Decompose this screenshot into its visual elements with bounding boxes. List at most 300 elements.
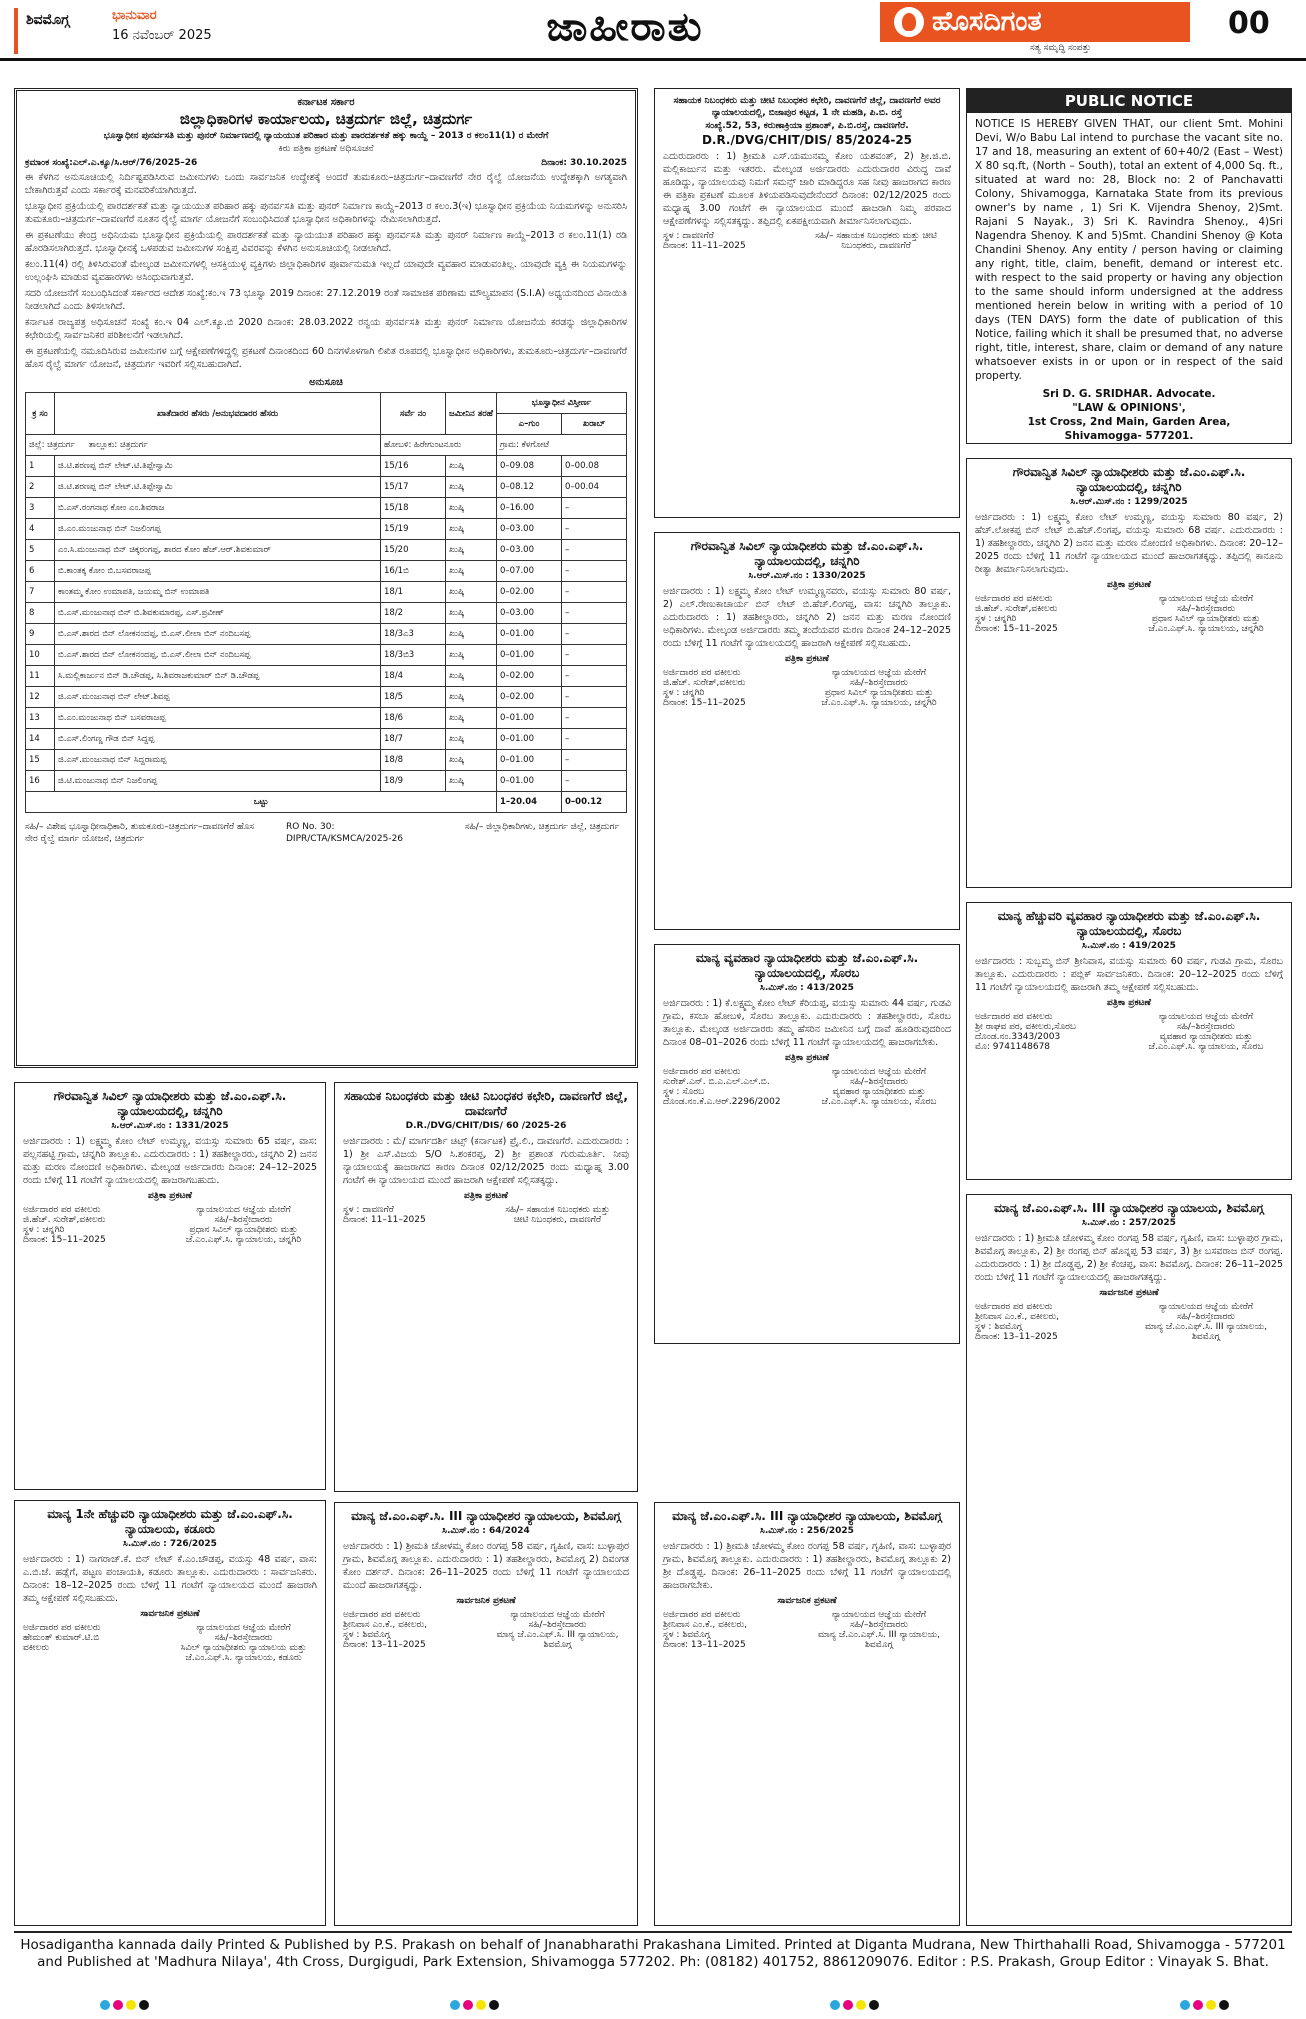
left-sign-3: ಸ್ಥಳ : ಸೊರಬ [663, 1087, 705, 1097]
col-group-area: ಭೂಸ್ವಾಧೀನ ವಿಸ್ತೀರ್ಣ [497, 393, 627, 414]
registration-dot [489, 2000, 499, 2010]
cell-name: ಎಂ.ಸಿ.ಮಂಜುನಾಥ ಬಿನ್ ಚಿಕ್ಕರಂಗಪ್ಪ, ಶಾರದ ಕೋಂ ಹೆಚ್.ಆರ್.ಶಿವಕುಮಾರ್ [55, 540, 381, 561]
cell-sy: 18/2 [381, 603, 446, 624]
right-sign-3: ಪ್ರಧಾನ ಸಿವಿಲ್ ನ್ಯಾಯಾಧೀಶರು ಮತ್ತು [1151, 614, 1261, 624]
right-sign-2: ಸಹಿ/–ಶಿರಸ್ತೇದಾರರು [1176, 1312, 1236, 1322]
cell-type: ಖುಷ್ಕಿ [446, 540, 497, 561]
table-row [26, 582, 627, 603]
chit-notice-top [654, 88, 960, 518]
chit-head: ಸಹಾಯಕ ನಿಬಂಧಕರು ಮತ್ತು ಚೀಟಿ ನಿಬಂಧಕರ ಕಛೇರಿ, ದಾವಣಗೆರೆ ಜಿಲ್ಲೆ, ದಾವಣಗೆರೆ ಅವರ ನ್ಯಾಯಾಲಯದಲ್ಲಿ, ಬಿಜಾಪುರ ಕಟ್ಟಡ, 1 ನೇ ಮಹಡಿ, ಪಿ.ಬಿ. ರಸ್ತೆ [673, 96, 941, 118]
registration-marks-1 [100, 2000, 149, 2010]
right-sign-4: ಜೆ.ಎಂ.ಎಫ್.ಸಿ. ನ್ಯಾಯಾಲಯ, ಕಡೂರು [185, 1653, 302, 1663]
cell-area: 0–08.12 [497, 477, 562, 498]
right-sign-4: ಜೆ.ಎಂ.ಎಫ್.ಸಿ. ನ್ಯಾಯಾಲಯ, ಚನ್ನಗಿರಿ [185, 1235, 302, 1245]
masthead [0, 0, 1306, 62]
left-sign-1: ಅರ್ಜಿದಾರರ ಪರ ವಕೀಲರು [23, 1623, 101, 1633]
chit-place: ಸ್ಥಳ : ದಾವಣಗೆರೆ [663, 231, 714, 241]
cell-kharab: – [562, 498, 627, 519]
cell-area: 0–03.00 [497, 519, 562, 540]
table-row [26, 750, 627, 771]
notice-body: ಅರ್ಜಿದಾರರು : 1) ಲಕ್ಷ್ಮಮ್ಮ ಕೋಂ ಲೇಟ್ ಉಮ್ಮಣ್ಣ, ವಯಸ್ಸು ಸುಮಾರು 65 ವರ್ಷ, ವಾಸ: ಪಲ್ಲನಹಟ್ಟಿ ಗ್ರಾಮ, ಚನ್ನಗಿರಿ ತಾಲ್ಲೂಕು. ಎದುರುದಾರರು : 1) ತಹಶೀಲ್ದಾರರು, ಚನ್ನಗಿರಿ 2) ಜನನ ಮತ್ತು ಮರಣ ನೋಂದಣಿ ಅಧಿಕಾರಿಗಳು. ಮೇಲ್ಕಂಡ ಅರ್ಜಿದಾರರು ದಿನಾಂಕ: 24–12–2025 ರಂದು ಬೆಳಿಗ್ಗೆ 11 ಗಂಟೆಗೆ ನ್ಯಾಯಾಲಯದಲ್ಲಿ ಹಾಜರಾಗಬಹುದು. [23, 1136, 317, 1186]
registration-marks-3 [830, 2000, 879, 2010]
notice-body: ಅರ್ಜಿದಾರರು : 1) ನಾಗರಾಜ್.ಕೆ. ಬಿನ್ ಲೇಟ್ ಕೆ.ಎಂ.ಚೌಡಪ್ಪ, ವಯಸ್ಸು 48 ವರ್ಷ, ವಾಸ: ಎ.ಬಿ.ಜೆ. ಹಡ್ಲೆಗೆ, ಪಟ್ಟಣ ಪಂಚಾಯತಿ, ಕಡೂರು ತಾಲ್ಲೂಕು. ಎದುರುದಾರರು : ಸಾರ್ವಜನಿಕರು. ದಿನಾಂಕ: 18–12–2025 ರಂದು ಬೆಳಿಗ್ಗೆ 11 ಗಂಟೆಗೆ ನ್ಯಾಯಾಲಯದ ಮುಂದೆ ಹಾಜರಾಗಿ ತಮ್ಮ ಆಕ್ಷೇಪಣೆ ಸಲ್ಲಿಸಬಹುದು. [23, 1554, 317, 1604]
court-name: ಮಾನ್ಯ ಜೆ.ಎಂ.ಎಫ್.ಸಿ. III ನ್ಯಾಯಾಧೀಶರ ನ್ಯಾಯಾಲಯ, ಶಿವಮೊಗ್ಗ [994, 1201, 1264, 1215]
court-name: ಗೌರವಾನ್ವಿತ ಸಿವಿಲ್ ನ್ಯಾಯಾಧೀಶರು ಮತ್ತು ಜೆ.ಎಂ.ಎಫ್.ಸಿ. ನ್ಯಾಯಾಲಯದಲ್ಲಿ, ಚನ್ನಗಿರಿ [1012, 465, 1246, 494]
cell-area: 0–03.00 [497, 603, 562, 624]
case-number: ಸಿ.ಮಿಸ್.ನಂ : 64/2024 [442, 1526, 530, 1536]
cell-type: ಖುಷ್ಕಿ [446, 708, 497, 729]
public-notice-title: PUBLIC NOTICE [967, 89, 1291, 113]
right-sign-1: ನ್ಯಾಯಾಲಯದ ಆಜ್ಞೆಯ ಮೇರೆಗೆ [1158, 1012, 1254, 1022]
cell-type: ಖುಷ್ಕಿ [446, 582, 497, 603]
right-sign-3: ಪ್ರಧಾನ ಸಿವಿಲ್ ನ್ಯಾಯಾಧೀಶರು ಮತ್ತು [189, 1225, 298, 1235]
cell-area: 0–01.00 [497, 645, 562, 666]
cell-kharab: – [562, 729, 627, 750]
court-notice [14, 1082, 326, 1490]
left-sign-3: ಸ್ಥಳ : ಚನ್ನಗಿರಿ [23, 1225, 65, 1235]
case-number: ಸಿ.ಆರ್.ಮಿಸ್.ನಂ : 1330/2025 [748, 571, 866, 581]
cell-name: ಕಾಂತಮ್ಮ ಕೋಂ ಉಮಾಪತಿ, ಜಯಮ್ಮ ಬಿನ್ ಉಮಾಪತಿ [55, 582, 381, 603]
table-row [26, 645, 627, 666]
right-sign-2: ಚೀಟಿ ನಿಬಂಧಕರು, ದಾವಣಗೆರೆ [513, 1215, 602, 1225]
notice-body: ಅರ್ಜಿದಾರರು : 1) ಕೆ.ಲಕ್ಷ್ಮಮ್ಮ ಕೋಂ ಲೇಟ್ ಕೆರಿಯಪ್ಪ, ವಯಸ್ಸು ಸುಮಾರು 44 ವರ್ಷ, ಗುಡವಿ ಗ್ರಾಮ, ಕಸಬಾ ಹೋಬಳಿ, ಸೊರಬ ತಾಲ್ಲೂಕು. ಎದುರುದಾರರು : ತಹಶೀಲ್ದಾರರು, ಸೊರಬ ತಾಲ್ಲೂಕು. ಮೇಲ್ಕಂಡ ಅರ್ಜಿದಾರರು ತಮ್ಮ ಹೆಸರಿನ ಜಮೀನಿನ ಬಗ್ಗೆ ದಾವೆ ಹೂಡಿರುವುದರಿಂದ ದಿನಾಂಕ 08–01–2026 ರಂದು ಬೆಳಿಗ್ಗೆ 11 ಗಂಟೆಗೆ ನ್ಯಾಯಾಲಯದಲ್ಲಿ ಹಾಜರಾಗಬೇಕು. [663, 998, 951, 1048]
table-row [26, 540, 627, 561]
cell-n: 5 [26, 540, 55, 561]
right-sign-3: ಸಿವಿಲ್ ನ್ಯಾಯಾಧೀಶರು ನ್ಯಾಯಾಲಯ ಮತ್ತು [180, 1643, 307, 1653]
court-name: ಮಾನ್ಯ ವ್ಯವಹಾರ ನ್ಯಾಯಾಧೀಶರು ಮತ್ತು ಜೆ.ಎಂ.ಎಫ್.ಸಿ. ನ್ಯಾಯಾಲಯದಲ್ಲಿ, ಸೊರಬ [695, 951, 919, 980]
notice-section-label: ಸಾರ್ವಜನಿಕ ಪ್ರಕಟಣೆ [456, 1596, 516, 1606]
cell-name: ಜಿ.ಎಂ.ಮಂಜುನಾಥ ಬಿನ್ ನಿಜಲಿಂಗಪ್ಪ [55, 519, 381, 540]
table-row [26, 729, 627, 750]
total-kharab: 0–00.12 [562, 792, 627, 813]
imprint-line-2: and Published at 'Madhura Nilaya', 4th Cross, Durgigudi, Park Extension, Shivamogga 577202. Ph: (08182) 401752, 8861209076. Editor : P.S. Prakash, Group Editor : Vinayak S. Bhat. [37, 1954, 1269, 1970]
cell-n: 12 [26, 687, 55, 708]
cell-n: 13 [26, 708, 55, 729]
left-sign-2: ಶ್ರೀನಿವಾಸ ಎಂ.ಕೆ., ವಕೀಲರು, [975, 1312, 1060, 1322]
advocate-city: Shivamogga- 577201. [1064, 430, 1194, 442]
cell-name: ಜಿ.ಟಿ.ಶರಣಪ್ಪ ಬಿನ್ ಲೇಟ್.ಟಿ.ತಿಪ್ಪೇಸ್ವಾಮಿ [55, 456, 381, 477]
dc-paragraph: ಈ ಪ್ರಕಟಣೆಯಲ್ಲಿ ನಮೂದಿಸಿರುವ ಜಮೀನುಗಳ ಬಗ್ಗೆ ಆಕ್ಷೇಪಣೆಗಳಿದ್ದಲ್ಲಿ ಪ್ರಕಟಣೆ ದಿನಾಂಕದಿಂದ 60 ದಿನಗಳೊಳಗಾಗಿ ಲಿಖಿತ ರೂಪದಲ್ಲಿ ಭೂಸ್ವಾಧೀನ ಅಧಿಕಾರಿಗಳು, ತುಮಕೂರು–ಚಿತ್ರದುರ್ಗ–ದಾವಣಗೆರೆ ಹೊಸ ರೈಲ್ವೆ ಮಾರ್ಗ ಯೋಜನೆ, ಚಿತ್ರದುರ್ಗ ಇವರಿಗೆ ಸಲ್ಲಿಸಬಹುದಾಗಿದೆ. [25, 346, 627, 370]
right-sign-4: ಶಿವಮೊಗ್ಗ [865, 1640, 893, 1650]
cell-kharab: – [562, 687, 627, 708]
table-row [26, 456, 627, 477]
court-notice [966, 1194, 1292, 1926]
left-sign-1: ಅರ್ಜಿದಾರರ ಪರ ವಕೀಲರು [663, 668, 741, 678]
cell-n: 14 [26, 729, 55, 750]
court-notice [14, 1500, 326, 1926]
notice-section-label: ಪತ್ರಿಕಾ ಪ್ರಕಟಣೆ [785, 654, 829, 664]
left-sign-3: ದೊಂಡ.ನಂ.3343/2003 [975, 1032, 1061, 1042]
imprint-line-1: Hosadigantha kannada daily Printed & Published by P.S. Prakash on behalf of Jnanabharathi Prakashana Limited. Printed at Diganta Mudrana, New Thirthahalli Road, Shivamogga - 577201 [20, 1937, 1286, 1953]
left-sign-1: ಅರ್ಜಿದಾರರ ಪರ ವಕೀಲರು [343, 1610, 421, 1620]
right-sign-1: ನ್ಯಾಯಾಲಯದ ಆಜ್ಞೆಯ ಮೇರೆಗೆ [1158, 1302, 1254, 1312]
col-type: ಜಮೀನಿನ ತರಹೆ [446, 393, 497, 435]
right-sign-2: ಸಹಿ/–ಶಿರಸ್ತೇದಾರರು [849, 1077, 909, 1087]
registration-dot [869, 2000, 879, 2010]
cell-type: ಖುಷ್ಕಿ [446, 729, 497, 750]
cell-n: 2 [26, 477, 55, 498]
table-row [26, 498, 627, 519]
header-rule [0, 58, 1306, 61]
registration-dot [100, 2000, 110, 2010]
cell-name: ಜಿ.ಟಿ.ಶರಣಪ್ಪ ಬಿನ್ ಲೇಟ್.ಟಿ.ತಿಪ್ಪೇಸ್ವಾಮಿ [55, 477, 381, 498]
cell-name: ಜಿ.ಎಸ್.ಮಂಜುನಾಥ ಬಿನ್ ಸಿದ್ದರಾಮಪ್ಪ [55, 750, 381, 771]
dc-land-acquisition-notice [14, 88, 638, 1068]
loc-district: ಜಿಲ್ಲೆ: ಚಿತ್ರದುರ್ಗ ತಾಲ್ಲೂಕು: ಚಿತ್ರದುರ್ಗ [26, 435, 381, 456]
cell-area: 0–01.00 [497, 729, 562, 750]
cell-name: ಬಿ.ಎಸ್.ಶಾರದ ಬಿನ್ ಲೋಕನಂದಪ್ಪ, ಬಿ.ಎಸ್.ಲೀಲಾ ಬಿನ್ ನಂದಿಬಸಪ್ಪ [55, 624, 381, 645]
cell-sy: 18/9 [381, 771, 446, 792]
dc-paragraphs [25, 171, 627, 371]
col-area: ಎ–ಗುಂ [497, 414, 562, 435]
court-notice [966, 902, 1292, 1180]
left-sign-4: ದಿನಾಂಕ: 15–11–2025 [975, 624, 1058, 634]
imprint-footer [0, 1937, 1306, 1971]
table-row [26, 666, 627, 687]
advocate-firm: "LAW & OPINIONS', [1072, 402, 1186, 414]
registration-marks-4 [1180, 2000, 1229, 2010]
registration-dot [1180, 2000, 1190, 2010]
notice-section-label: ಪತ್ರಿಕಾ ಪ್ರಕಟಣೆ [1107, 998, 1151, 1008]
cell-kharab: – [562, 708, 627, 729]
cell-sy: 18/5 [381, 687, 446, 708]
dc-paragraph: ಈ ಕೆಳಗಿನ ಅನುಸೂಚಿಯಲ್ಲಿ ನಿರ್ದಿಷ್ಟಪಡಿಸಿರುವ ಜಮೀನುಗಳು ಒಂದು ಸಾರ್ವಜನಿಕ ಉದ್ದೇಶಕ್ಕೆ ಅಂದರೆ ತುಮಕೂರು–ಚಿತ್ರದುರ್ಗ–ದಾವಣಗೆರೆ ನೇರ ರೈಲ್ವೆ ಯೋಜನೆಯ ಉದ್ದೇಶಕ್ಕಾಗಿ ಅಗತ್ಯವಾಗಿ ಬೇಕಾಗಿರುತ್ತವೆ ಎಂದು ಸರ್ಕಾರಕ್ಕೆ ಮನವರಿಕೆಯಾಗಿರುತ್ತದೆ. [25, 172, 627, 196]
right-sign-1: ನ್ಯಾಯಾಲಯದ ಆಜ್ಞೆಯ ಮೇರೆಗೆ [831, 1067, 927, 1077]
table-row [26, 603, 627, 624]
registration-dot [1219, 2000, 1229, 2010]
left-sign-2: ದಿನಾಂಕ: 11–11–2025 [343, 1215, 426, 1225]
cell-sy: 15/18 [381, 498, 446, 519]
registration-dot [126, 2000, 136, 2010]
notice-body: ಅರ್ಜಿದಾರರು : 1) ಶ್ರೀಮತಿ ಚೋಳಮ್ಮ ಕೋಂ ರಂಗಪ್ಪ 58 ವರ್ಷ, ಗೃಹಿಣಿ, ವಾಸ: ಬುಳ್ಳಾಪುರ ಗ್ರಾಮ, ಶಿವಮೊಗ್ಗ ತಾಲ್ಲೂಕು, 2) ಶ್ರೀ ರಂಗಪ್ಪ ಬಿನ್ ಹೊನ್ನಪ್ಪ 53 ವರ್ಷ, 3) ಶ್ರೀ ಬಸವರಾಜ ಬಿನ್ ರಂಗಪ್ಪ. ಎದುರುದಾರರು : 1) ಶ್ರೀ ದೊಡ್ಡಪ್ಪ, 2) ಶ್ರೀ ಕೆಂಚಪ್ಪ, ವಾಸ: ಶಿವಮೊಗ್ಗ. ದಿನಾಂಕ: 26–11–2025 ರಂದು ಬೆಳಿಗ್ಗೆ 11 ಗಂಟೆಗೆ ನ್ಯಾಯಾಲಯದಲ್ಲಿ ಹಾಜರಾಗತಕ್ಕದ್ದು. [975, 1233, 1283, 1283]
advocate-mobile [975, 443, 1283, 444]
right-sign-4: ಶಿವಮೊಗ್ಗ [1192, 1332, 1220, 1342]
left-sign-3: ವಕೀಲರು [23, 1643, 50, 1653]
chit-date: ದಿನಾಂಕ: 11–11–2025 [663, 241, 746, 251]
cell-n: 9 [26, 624, 55, 645]
cell-kharab: – [562, 561, 627, 582]
cell-sy: 15/19 [381, 519, 446, 540]
case-number: D.R./DVG/CHIT/DIS/ 60 /2025-26 [405, 1121, 567, 1131]
left-sign-4: ದಿನಾಂಕ: 13–11–2025 [975, 1332, 1058, 1342]
right-sign-1: ನ್ಯಾಯಾಲಯದ ಆಜ್ಞೆಯ ಮೇರೆಗೆ [831, 668, 927, 678]
left-sign-3: ಸ್ಥಳ : ಚನ್ನಗಿರಿ [975, 614, 1017, 624]
dc-ref: ಕ್ರಮಾಂಕ ಸಂಖ್ಯೆ:ಎಲ್.ಎ.ಕ್ಯೂ/ಸಿ.ಆರ್/76/2025–26 [25, 158, 198, 168]
cell-type: ಖುಷ್ಕಿ [446, 771, 497, 792]
left-sign-1: ಅರ್ಜಿದಾರರ ಪರ ವಕೀಲರು [975, 594, 1053, 604]
left-sign-4: ದಿನಾಂಕ: 15–11–2025 [23, 1235, 106, 1245]
case-number: ಸಿ.ಮಿಸ್.ನಂ : 257/2025 [1082, 1218, 1176, 1228]
dc-subtitle-2: ಕಿರು ಪತ್ರಿಕಾ ಪ್ರಕಟಣೆ ಅಧಿಸೂಚನೆ [278, 144, 374, 154]
registration-dot [476, 2000, 486, 2010]
cell-sy: 18/7 [381, 729, 446, 750]
right-sign-3: ವ್ಯವಹಾರ ನ್ಯಾಯಾಧೀಶರು ಮತ್ತು [832, 1087, 926, 1097]
cell-sy: 18/4 [381, 666, 446, 687]
cell-name: ಬಿ.ಎಂ.ಮಂಜುನಾಥ ಬಿನ್ ಬಸವರಾಜಪ್ಪ [55, 708, 381, 729]
cell-n: 7 [26, 582, 55, 603]
cell-n: 6 [26, 561, 55, 582]
cell-name: ಸಿ.ಮಲ್ಲಿಕಾರ್ಜುನ ಬಿನ್ ಡಿ.ಚೌಡಪ್ಪ, ಸಿ.ಶಿವರಾಜಕುಮಾರ್ ಬಿನ್ ಡಿ.ಚೌಡಪ್ಪ [55, 666, 381, 687]
dc-ref-date: ದಿನಾಂಕ: 30.10.2025 [541, 158, 627, 168]
registration-dot [463, 2000, 473, 2010]
right-sign-2: ಸಹಿ/–ಶಿರಸ್ತೇದಾರರು [1176, 604, 1236, 614]
left-sign-2: ಜಿ.ಹೆಚ್. ಸುರೇಶ್,ವಕೀಲರು [23, 1215, 106, 1225]
dc-paragraph: ಭೂಸ್ವಾಧೀನ ಪ್ರಕ್ರಿಯೆಯಲ್ಲಿ ಪಾರದರ್ಶಕತೆ ಮತ್ತು ನ್ಯಾಯಯುತ ಪರಿಹಾರ ಹಕ್ಕು ಪುನರ್ವಸತಿ ಮತ್ತು ಪುನರ್ ನಿರ್ಮಾಣ ಕಾಯ್ದೆ–2013 ರ ಕಲಂ.3(ಇ) ಭೂಸ್ವಾಧೀನ ಪ್ರಕ್ರಿಯೆಯ ನಿಯಮಗಳನ್ನು ಅನುಸರಿಸಿ ತುಮಕೂರು–ಚಿತ್ರದುರ್ಗ–ದಾವಣಗೆರೆ ನೂತನ ರೈಲ್ವೆ ಮಾರ್ಗ ಯೋಜನೆಗೆ ಸಂಬಂಧಿಸಿದಂತೆ ಭೂಸ್ವಾಧೀನ ಅಧಿಕಾರಿಗಳನ್ನು ನೇಮಿಸಲಾಗಿರುತ್ತದೆ. [25, 201, 627, 225]
table-row [26, 771, 627, 792]
cell-kharab: – [562, 624, 627, 645]
left-sign-3: ಸ್ಥಳ : ಶಿವಮೊಗ್ಗ [975, 1322, 1023, 1332]
cell-type: ಖುಷ್ಕಿ [446, 666, 497, 687]
total-area: 1–20.04 [497, 792, 562, 813]
cell-area: 0–03.00 [497, 540, 562, 561]
notice-section-label: ಸಾರ್ವಜನಿಕ ಪ್ರಕಟಣೆ [1099, 1288, 1159, 1298]
cell-sy: 18/6 [381, 708, 446, 729]
accent-bar [14, 8, 18, 54]
right-sign-1: ನ್ಯಾಯಾಲಯದ ಆಜ್ಞೆಯ ಮೇರೆಗೆ [510, 1610, 605, 1620]
public-notice [966, 88, 1292, 444]
table-row [26, 624, 627, 645]
left-sign-1: ಅರ್ಜಿದಾರರ ಪರ ವಕೀಲರು [975, 1012, 1053, 1022]
cell-name: ಬಿ.ಎಸ್.ಮಂಜುನಾಥ ಬಿನ್ ಬಿ.ಶಿವಕುಮಾರಪ್ಪ, ಎಸ್.ಪ್ರವೀಣ್ [55, 603, 381, 624]
public-notice-body: NOTICE IS HEREBY GIVEN THAT, our client Smt. Mohini Devi, W/o Babu Lal intend to purchase the vacant site no. 17 and 18, measuring an extent of 60+40/2 (East – West) X 80 sq.ft, (North – South), total an extent of 4,000 Sq. ft., situated at ward no: 28, Block no: 2 of Panchavatti Colony, Shivamogga, Karnataka State from its previous owner's by name , 1) Sri K. Vijendra Shenoy, 2)Smt. Rajani S Nayak., 3) Sri K. Ravindra Shenoy., 4)Sri Nagendra Shenoy. K and 5)Smt. Chandini Shenoy @ Kota Chandini Shenoy. Any entity / person having or claiming any right, title, claim, benefit, demand or interest etc. with respect to the said property or having any objection to the same should inform undersigned at the address mentioned herein below in writing with a period of 10 days (TEN DAYS) form the date of publication of this Notice, failing which it shall be presumed that, no adverse right, title, interest, share, claim or demand of any nature whatsoever exists in or upon or in respect of the said property. [975, 118, 1283, 382]
left-sign-4: ದಿನಾಂಕ: 13–11–2025 [343, 1640, 426, 1650]
cell-area: 0–07.00 [497, 561, 562, 582]
notice-body: ಅರ್ಜಿದಾರರು : ಮೆ/ ಮಾರ್ಗದರ್ಶಿ ಚಿಟ್ಸ್ (ಕರ್ನಾಟಕ) ಪ್ರೈ.ಲಿ., ದಾವಣಗೆರೆ. ಎದುರುದಾರರು : 1) ಶ್ರೀ ಎಸ್.ವಿಜಯ S/O ಸಿ.ಶಂಕರಪ್ಪ, 2) ಶ್ರೀ ಪ್ರಶಾಂತ ಗುರುಮೂರ್ತಿ. ನೀವು ನ್ಯಾಯಾಲಯಕ್ಕೆ ಹಾಜರಾಗದ ಕಾರಣ ದಿನಾಂಕ 02/12/2025 ರಂದು ಮಧ್ಯಾಹ್ನ 3.00 ಗಂಟೆಗೆ ಈ ನ್ಯಾಯಾಲಯದ ಮುಂದೆ ಹಾಜರಾಗಿ ಆಕ್ಷೇಪಣೆ ಸಲ್ಲಿಸತಕ್ಕದ್ದು. [343, 1136, 629, 1186]
table-row [26, 519, 627, 540]
cell-kharab: – [562, 519, 627, 540]
left-sign-4: ದಿನಾಂಕ: 13–11–2025 [663, 1640, 746, 1650]
cell-kharab: 0–00.04 [562, 477, 627, 498]
cell-kharab: – [562, 645, 627, 666]
notice-section-label: ಪತ್ರಿಕಾ ಪ್ರಕಟಣೆ [464, 1191, 508, 1201]
cell-type: ಖುಷ್ಕಿ [446, 498, 497, 519]
left-sign-1: ಅರ್ಜಿದಾರರ ಪರ ವಕೀಲರು [23, 1205, 101, 1215]
cell-type: ಖುಷ್ಕಿ [446, 519, 497, 540]
col-sl: ಕ್ರ ಸಂ [26, 393, 55, 435]
advocate-address: 1st Cross, 2nd Main, Garden Area, [1027, 416, 1231, 428]
court-notice [654, 944, 960, 1344]
notice-body: ಅರ್ಜಿದಾರರು : 1) ಲಕ್ಷ್ಮಮ್ಮ ಕೋಂ ಲೇಟ್ ಉಮ್ಮಣ್ಣ, ವಯಸ್ಸು ಸುಮಾರು 80 ವರ್ಷ, 2) ಹೆಚ್.ಲೋಕಪ್ಪ ಬಿನ್ ಲೇಟ್ ಬಿ.ಹೆಚ್.ಲಿಂಗಪ್ಪ, ವಯಸ್ಸು ಸುಮಾರು 68 ವರ್ಷ. ಎದುರುದಾರರು : 1) ತಹಶೀಲ್ದಾರರು, ಚನ್ನಗಿರಿ 2) ಜನನ ಮತ್ತು ಮರಣ ನೋಂದಣಿ ಅಧಿಕಾರಿಗಳು. ದಿನಾಂಕ: 20–12–2025 ರಂದು ಬೆಳಿಗ್ಗೆ 11 ಗಂಟೆಗೆ ನ್ಯಾಯಾಲಯದ ಮುಂದೆ ಹಾಜರಾಗತಕ್ಕದ್ದು. ತಪ್ಪಿದಲ್ಲಿ ಕಾನೂನು ರೀತ್ಯಾ ತೀರ್ಮಾನಿಸಲಾಗುವುದು. [975, 512, 1283, 575]
left-sign-2: ಸುರೇಶ್.ಎನ್. ಬಿ.ಎ.ಎಲ್.ಎಲ್.ಬಿ. [663, 1077, 770, 1087]
left-sign-3: ಸ್ಥಳ : ಶಿವಮೊಗ್ಗ [343, 1630, 391, 1640]
cell-type: ಖುಷ್ಕಿ [446, 603, 497, 624]
cell-area: 0–16.00 [497, 498, 562, 519]
cell-type: ಖುಷ್ಕಿ [446, 687, 497, 708]
notice-body: ಅರ್ಜಿದಾರರು : 1) ಲಕ್ಷ್ಮಮ್ಮ ಕೋಂ ಲೇಟ್ ಉಮ್ಮಣ್ಣನವರು, ವಯಸ್ಸು ಸುಮಾರು 80 ವರ್ಷ, 2) ಎಲ್.ರೇಣುಕಾಚಾರ್ಯ ಬಿನ್ ಲೇಟ್ ಬಿ.ಹೆಚ್.ಲಿಂಗಪ್ಪ, ವಾಸ: ಚನ್ನಗಿರಿ ತಾಲ್ಲೂಕು. ಎದುರುದಾರರು : 1) ತಹಶೀಲ್ದಾರರು, ಚನ್ನಗಿರಿ 2) ಜನನ ಮತ್ತು ಮರಣ ನೋಂದಣಿ ಅಧಿಕಾರಿಗಳು. ಮೇಲ್ಕಂಡ ಅರ್ಜಿದಾರರು ತಮ್ಮ ತಂದೆಯವರ ಮರಣ ದಿನಾಂಕ 24–12–2025 ರಂದು ಬೆಳಿಗ್ಗೆ 11 ಗಂಟೆಗೆ ನ್ಯಾಯಾಲಯದಲ್ಲಿ ಹಾಜರಾಗಿ ಆಕ್ಷೇಪಣೆ ಸಲ್ಲಿಸಬಹುದು. [663, 586, 951, 649]
cell-area: 0–01.00 [497, 771, 562, 792]
cell-area: 0–02.00 [497, 687, 562, 708]
loc-village: ಗ್ರಾಮ: ಕೆಳಗೋಟೆ [497, 435, 627, 456]
cell-type: ಖುಷ್ಕಿ [446, 624, 497, 645]
cell-kharab: – [562, 750, 627, 771]
right-sign-1: ನ್ಯಾಯಾಲಯದ ಆಜ್ಞೆಯ ಮೇರೆಗೆ [831, 1610, 927, 1620]
cell-name: ಬಿ.ಎಸ್.ಲಿಂಗಣ್ಣ ಗೌಡ ಬಿನ್ ಸಿದ್ದಪ್ಪ [55, 729, 381, 750]
left-sign-1: ಅರ್ಜಿದಾರರ ಪರ ವಕೀಲರು [663, 1610, 741, 1620]
dc-sig-right: ಸಹಿ/– ಜಿಲ್ಲಾಧಿಕಾರಿಗಳು, ಚಿತ್ರದುರ್ಗ ಜಿಲ್ಲೆ, ಚಿತ್ರದುರ್ಗ [464, 822, 620, 832]
right-sign-2: ಸಹಿ/–ಶಿರಸ್ತೇದಾರರು [214, 1633, 273, 1643]
page-number: 00 [1228, 6, 1270, 41]
col-kharab: ಖರಾಬ್ [562, 414, 627, 435]
left-sign-2: ಜಿ.ಹೆಚ್. ಸುರೇಶ್,ವಕೀಲರು [663, 678, 746, 688]
brand-banner [880, 2, 1190, 42]
right-sign-3: ವ್ಯವಹಾರ ನ್ಯಾಯಾಧೀಶರು ಮತ್ತು [1159, 1032, 1253, 1042]
cell-n: 15 [26, 750, 55, 771]
right-sign-4: ಜೆ.ಎಂ.ಎಫ್.ಸಿ. ನ್ಯಾಯಾಲಯ, ಚನ್ನಗಿರಿ [821, 698, 937, 708]
col-survey: ಸರ್ವೆ ನಂ [381, 393, 446, 435]
registration-dot [1193, 2000, 1203, 2010]
right-sign-4: ಜೆ.ಎಂ.ಎಫ್.ಸಿ. ನ್ಯಾಯಾಲಯ, ಸೊರಬ [821, 1097, 937, 1107]
dc-paragraph: ಕಲಂ.11(4) ರಲ್ಲಿ ತಿಳಿಸಿರುವಂತೆ ಮೇಲ್ಕಂಡ ಜಮೀನುಗಳಲ್ಲಿ ಆಸಕ್ತಿಯುಳ್ಳ ವ್ಯಕ್ತಿಗಳು ಜಿಲ್ಲಾಧಿಕಾರಿಗಳ ಪೂರ್ವಾನುಮತಿ ಇಲ್ಲದೆ ಯಾವುದೇ ವ್ಯವಹಾರ ಮಾಡುವಂತಿಲ್ಲ. ಯಾವುದೇ ವ್ಯಕ್ತಿ ಈ ನಿಯಮಗಳನ್ನು ಉಲ್ಲಂಘಿಸಿ ಮಾಡುವ ವ್ಯವಹಾರಗಳು ಅಸಿಂಧುವಾಗುತ್ತವೆ. [25, 259, 627, 283]
cell-kharab: – [562, 771, 627, 792]
issue-date: 16 ನವೆಂಬರ್ 2025 [112, 28, 212, 43]
cell-type: ಖುಷ್ಕಿ [446, 561, 497, 582]
cell-type: ಖುಷ್ಕಿ [446, 645, 497, 666]
left-sign-2: ಶ್ರೀನಿವಾಸ ಎಂ.ಕೆ., ವಕೀಲರು, [663, 1620, 748, 1630]
table-row [26, 687, 627, 708]
cell-sy: 18/3ಬಿ3 [381, 645, 446, 666]
cell-sy: 18/8 [381, 750, 446, 771]
cell-n: 4 [26, 519, 55, 540]
notice-section-label: ಸಾರ್ವಜನಿಕ ಪ್ರಕಟಣೆ [777, 1596, 837, 1606]
registration-dot [830, 2000, 840, 2010]
cell-kharab: – [562, 603, 627, 624]
case-number: ಸಿ.ಮಿಸ್.ನಂ : 726/2025 [123, 1539, 217, 1549]
court-name: ಗೌರವಾನ್ವಿತ ಸಿವಿಲ್ ನ್ಯಾಯಾಧೀಶರು ಮತ್ತು ಜೆ.ಎಂ.ಎಫ್.ಸಿ. ನ್ಯಾಯಾಲಯದಲ್ಲಿ, ಚನ್ನಗಿರಿ [690, 539, 924, 568]
cell-type: ಖುಷ್ಕಿ [446, 477, 497, 498]
cell-n: 10 [26, 645, 55, 666]
cell-area: 0–01.00 [497, 750, 562, 771]
registration-marks-2 [450, 2000, 499, 2010]
notice-body: ಅರ್ಜಿದಾರರು : ಸುಬ್ಬಮ್ಮ ಬಿನ್ ಶ್ರೀನಿವಾಸ, ವಯಸ್ಸು ಸುಮಾರು 60 ವರ್ಷ, ಗುಡವಿ ಗ್ರಾಮ, ಸೊರಬ ತಾಲ್ಲೂಕು. ಎದುರುದಾರರು : ಪಬ್ಲಿಕ್ ಸಾರ್ವಜನಿಕರು. ದಿನಾಂಕ: 20–12–2025 ರಂದು ಬೆಳಿಗ್ಗೆ 11 ಗಂಟೆಗೆ ನ್ಯಾಯಾಲಯದಲ್ಲಿ ಹಾಜರಾಗಿ ತಮ್ಮ ಆಕ್ಷೇಪಣೆ ಸಲ್ಲಿಸಬಹುದು. [975, 956, 1284, 993]
footer-rule [14, 1931, 1292, 1933]
court-name: ಮಾನ್ಯ ಹೆಚ್ಚುವರಿ ವ್ಯವಹಾರ ನ್ಯಾಯಾಧೀಶರು ಮತ್ತು ಜೆ.ಎಂ.ಎಫ್.ಸಿ. ನ್ಯಾಯಾಲಯದಲ್ಲಿ, ಸೊರಬ [997, 909, 1261, 938]
left-sign-2: ಶ್ರೀ ರಾಘವ ಪರ, ವಕೀಲರು,ಸೊರಬ [975, 1022, 1077, 1032]
right-sign-3: ಮಾನ್ಯ ಜೆ.ಎಂ.ಎಫ್.ಸಿ. III ನ್ಯಾಯಾಲಯ, [818, 1630, 940, 1640]
right-sign-2: ಸಹಿ/–ಶಿರಸ್ತೇದಾರರು [528, 1620, 587, 1630]
court-name: ಮಾನ್ಯ ಜೆ.ಎಂ.ಎಫ್.ಸಿ. III ನ್ಯಾಯಾಧೀಶರ ನ್ಯಾಯಾಲಯ, ಶಿವಮೊಗ್ಗ [351, 1509, 621, 1523]
cell-kharab: 0–00.08 [562, 456, 627, 477]
left-sign-2: ಹೇಮಂತ್ ಕುಮಾರ್.ಟಿ.ಬಿ [23, 1633, 100, 1643]
cell-sy: 15/17 [381, 477, 446, 498]
cell-area: 0–09.08 [497, 456, 562, 477]
col-name: ಖಾತೆದಾರರ ಹೆಸರು /ಅನುಭವದಾರರ ಹೆಸರು [55, 393, 381, 435]
dc-subtitle: ಭೂಸ್ವಾಧೀನ ಪುನರ್ವಸತಿ ಮತ್ತು ಪುನರ್ ನಿರ್ಮಾಣದಲ್ಲಿ ನ್ಯಾಯಯುತ ಪರಿಹಾರ ಮತ್ತು ಪಾರದರ್ಶಕತೆ ಹಕ್ಕು ಕಾಯ್ದೆ – 2013 ರ ಕಲಂ11(1) ರ ಮೇರೆಗೆ [103, 131, 549, 141]
chit-body: ಎದುರುದಾರರು : 1) ಶ್ರೀಮತಿ ಎಸ್.ಯಮುನಮ್ಮ ಕೋಂ ಯಶವಂತ್, 2) ಶ್ರೀ.ಜಿ.ಬಿ. ಮಲ್ಲಿಕಾರ್ಜುನ ಮತ್ತು ಇತರರು. ಮೇಲ್ಕಂಡ ಅರ್ಜಿದಾರರು ಎದುರುದಾರರ ವಿರುದ್ಧ ದಾವೆ ಹೂಡಿದ್ದು, ನ್ಯಾಯಾಲಯವು ನಿಮಗೆ ಸಮನ್ಸ್ ಜಾರಿ ಮಾಡಿದ್ದರೂ ಸಹ ನೀವು ಹಾಜರಾಗದ ಕಾರಣ ಈ ಪತ್ರಿಕಾ ಪ್ರಕಟಣೆ ಮೂಲಕ ತಿಳಿಯಪಡಿಸುವುದೇನೆಂದರೆ ದಿನಾಂಕ: 02/12/2025 ರಂದು ಮಧ್ಯಾಹ್ನ 3.00 ಗಂಟೆಗೆ ಈ ನ್ಯಾಯಾಲಯದ ಮುಂದೆ ಹಾಜರಾಗಿ ನಿಮ್ಮ ಪರವಾದ ಆಕ್ಷೇಪಣೆಗಳನ್ನು ಸಲ್ಲಿಸತಕ್ಕದ್ದು. ತಪ್ಪಿದಲ್ಲಿ ಏಕಪಕ್ಷೀಯವಾಗಿ ತೀರ್ಮಾನಿಸಲಾಗುವುದು. [663, 151, 951, 227]
cell-name: ಜಿ.ಎಸ್.ಮಂಜುನಾಥ ಬಿನ್ ಲೇಟ್.ಶಿವಪ್ಪ [55, 687, 381, 708]
dc-sig-left: ಸಹಿ/– ವಿಶೇಷ ಭೂಸ್ವಾಧೀನಾಧಿಕಾರಿ, ತುಮಕೂರು–ಚಿತ್ರದುರ್ಗ–ದಾವಣಗೆರೆ ಹೊಸ ನೇರ ರೈಲ್ವೆ ಮಾರ್ಗ ಯೋಜನೆ, ಚಿತ್ರದುರ್ಗ [25, 822, 255, 844]
cell-sy: 18/3ಎ3 [381, 624, 446, 645]
left-sign-2: ಶ್ರೀನಿವಾಸ ಎಂ.ಕೆ., ವಕೀಲರು, [343, 1620, 428, 1630]
dc-paragraph: ಈ ಪ್ರಕಟಣೆಯು ಕೇಂದ್ರ ಅಧಿನಿಯಮ ಭೂಸ್ವಾಧೀನ ಪ್ರಕ್ರಿಯೆಯಲ್ಲಿ ಪಾರದರ್ಶಕತೆ ಮತ್ತು ನ್ಯಾಯಯುತ ಪರಿಹಾರ ಹಕ್ಕು ಪುನರ್ವಸತಿ ಮತ್ತು ಪುನರ್ ನಿರ್ಮಾಣ ಕಾಯ್ದೆ–2013 ರ ಕಲಂ.11(1) ರಡಿ ಹೊರಡಿಸಲಾಗಿರುತ್ತದೆ. ಭೂಸ್ವಾಧೀನಕ್ಕೆ ಒಳಪಡುವ ಜಮೀನುಗಳ ಸಂಕ್ಷಿಪ್ತ ವಿವರವನ್ನು ಕೆಳಗಿನ ಅನುಸೂಚಿಯಲ್ಲಿ ನೀಡಲಾಗಿದೆ. [25, 230, 627, 254]
right-sign-1: ನ್ಯಾಯಾಲಯದ ಆಜ್ಞೆಯ ಮೇರೆಗೆ [196, 1623, 291, 1633]
right-sign-2: ಸಹಿ/–ಶಿರಸ್ತೇದಾರರು [1176, 1022, 1236, 1032]
total-label: ಒಟ್ಟು [26, 792, 497, 813]
table-row [26, 561, 627, 582]
cell-type: ಖುಷ್ಕಿ [446, 456, 497, 477]
registration-dot [1206, 2000, 1216, 2010]
court-notice [334, 1082, 638, 1492]
right-sign-3: ಪ್ರಧಾನ ಸಿವಿಲ್ ನ್ಯಾಯಾಧೀಶರು ಮತ್ತು [824, 688, 934, 698]
advocate-name: Sri D. G. SRIDHAR. Advocate. [1042, 388, 1216, 400]
cell-n: 3 [26, 498, 55, 519]
court-notice [654, 1502, 960, 1926]
right-sign-1: ಸಹಿ/– ಸಹಾಯಕ ನಿಬಂಧಕರು ಮತ್ತು [505, 1205, 610, 1215]
table-row [26, 708, 627, 729]
case-number: ಸಿ.ಆರ್.ಮಿಸ್.ನಂ : 1299/2025 [1070, 497, 1188, 507]
cell-n: 11 [26, 666, 55, 687]
cell-sy: 15/20 [381, 540, 446, 561]
cell-name: ಬಿ.ಎಸ್.ಶಾರದ ಬಿನ್ ಲೋಕನಂದಪ್ಪ, ಬಿ.ಎಸ್.ಲೀಲಾ ಬಿನ್ ನಂದಿಬಸಪ್ಪ [55, 645, 381, 666]
cell-n: 16 [26, 771, 55, 792]
right-sign-1: ನ್ಯಾಯಾಲಯದ ಆಜ್ಞೆಯ ಮೇರೆಗೆ [196, 1205, 291, 1215]
notice-section-label: ಪತ್ರಿಕಾ ಪ್ರಕಟಣೆ [1107, 580, 1151, 590]
edition-city: ಶಿವಮೊಗ್ಗ [26, 12, 70, 28]
notice-body: ಅರ್ಜಿದಾರರು : 1) ಶ್ರೀಮತಿ ಚೋಳಮ್ಮ ಕೋಂ ರಂಗಪ್ಪ 58 ವರ್ಷ, ಗೃಹಿಣಿ, ವಾಸ: ಬುಳ್ಳಾಪುರ ಗ್ರಾಮ, ಶಿವಮೊಗ್ಗ ತಾಲ್ಲೂಕು. ಎದುರುದಾರರು : 1) ತಹಶೀಲ್ದಾರರು, ಶಿವಮೊಗ್ಗ ತಾಲ್ಲೂಕು 2) ಶ್ರೀ ದೊಡ್ಡಪ್ಪ. ದಿನಾಂಕ: 26–11–2025 ರಂದು ಬೆಳಿಗ್ಗೆ 11 ಗಂಟೆಗೆ ನ್ಯಾಯಾಲಯದಲ್ಲಿ ಹಾಜರಾಗಬೇಕು. [663, 1541, 951, 1591]
left-sign-4: ಮೊ: 9741148678 [975, 1042, 1051, 1052]
cell-name: ಬಿ.ಎಸ್.ರಂಗನಾಥ ಕೋಂ ಎಂ.ಶಿವರಾಜ [55, 498, 381, 519]
table-row [26, 477, 627, 498]
notice-section-label: ಪತ್ರಿಕಾ ಪ್ರಕಟಣೆ [785, 1053, 829, 1063]
case-number: ಸಿ.ಆರ್.ಮಿಸ್.ನಂ : 1331/2025 [111, 1121, 229, 1131]
cell-name: ಬಿ.ಕಾಂತಕ್ಕ ಕೋಂ ಬಿ.ಬಸವರಾಜಪ್ಪ [55, 561, 381, 582]
court-notice [966, 458, 1292, 888]
cell-area: 0–01.00 [497, 708, 562, 729]
left-sign-1: ಅರ್ಜಿದಾರರ ಪರ ವಕೀಲರು [975, 1302, 1053, 1312]
left-sign-4: ದೊಂಡ.ನಂ.ಕೆ.ಎ.ಆರ್.2296/2002 [663, 1097, 781, 1107]
right-sign-4: ಶಿವಮೊಗ್ಗ [543, 1640, 572, 1650]
cell-sy: 18/1 [381, 582, 446, 603]
left-sign-2: ಜಿ.ಹೆಚ್. ಸುರೇಶ್,ವಕೀಲರು [975, 604, 1058, 614]
registration-dot [139, 2000, 149, 2010]
court-name: ಮಾನ್ಯ 1ನೇ ಹೆಚ್ಚುವರಿ ನ್ಯಾಯಾಧೀಶರು ಮತ್ತು ಜೆ.ಎಂ.ಎಫ್.ಸಿ. ನ್ಯಾಯಾಲಯ, ಕಡೂರು [47, 1507, 293, 1536]
court-notice [334, 1502, 638, 1926]
right-sign-3: ಮಾನ್ಯ ಜೆ.ಎಂ.ಎಫ್.ಸಿ. III ನ್ಯಾಯಾಲಯ, [496, 1630, 619, 1640]
brand-tagline: ಸತ್ಯ ಸಮೃದ್ಧಿ ಸಂಪತ್ತು [1030, 43, 1091, 53]
right-sign-2: ಸಹಿ/–ಶಿರಸ್ತೇದಾರರು [214, 1215, 273, 1225]
court-name: ಮಾನ್ಯ ಜೆ.ಎಂ.ಎಫ್.ಸಿ. III ನ್ಯಾಯಾಧೀಶರ ನ್ಯಾಯಾಲಯ, ಶಿವಮೊಗ್ಗ [672, 1509, 942, 1523]
cell-type: ಖುಷ್ಕಿ [446, 750, 497, 771]
court-name: ಗೌರವಾನ್ವಿತ ಸಿವಿಲ್ ನ್ಯಾಯಾಧೀಶರು ಮತ್ತು ಜೆ.ಎಂ.ಎಫ್.ಸಿ. ನ್ಯಾಯಾಲಯದಲ್ಲಿ, ಚನ್ನಗಿರಿ [53, 1089, 287, 1118]
cell-kharab: – [562, 666, 627, 687]
court-notice [654, 532, 960, 930]
brand-name: ಹೊಸದಿಗಂತ [932, 6, 1042, 37]
chit-head-2: ಸಂಖ್ಯೆ.52, 53, ಕರುಣಾಕ್ರಿಯಾ ಪ್ರಶಾಂತ್, ಪಿ.ಬಿ.ರಸ್ತೆ, ದಾವಣಗೆರೆ. [705, 121, 909, 131]
lamp-logo-icon [894, 7, 924, 37]
right-sign-2: ಸಹಿ/–ಶಿರಸ್ತೇದಾರರು [849, 678, 909, 688]
cell-sy: 16/1ಬಿ [381, 561, 446, 582]
cell-sy: 15/16 [381, 456, 446, 477]
section-title: ಜಾಹೀರಾತು [546, 4, 704, 50]
right-sign-3: ಮಾನ್ಯ ಜೆ.ಎಂ.ಎಫ್.ಸಿ. III ನ್ಯಾಯಾಲಯ, [1145, 1322, 1267, 1332]
case-number: ಸಿ.ಮಿಸ್.ನಂ : 413/2025 [760, 983, 854, 993]
schedule-table [25, 392, 627, 813]
chit-sign: ಸಹಿ/– ಸಹಾಯಕ ನಿಬಂಧಕರು ಮತ್ತು ಚೀಟಿ ನಿಬಂಧಕರು, ದಾವಣಗೆರೆ [815, 231, 937, 251]
right-sign-2: ಸಹಿ/–ಶಿರಸ್ತೇದಾರರು [849, 1620, 909, 1630]
court-name: ಸಹಾಯಕ ನಿಬಂಧಕರು ಮತ್ತು ಚೀಟಿ ನಿಬಂಧಕರ ಕಛೇರಿ, ದಾವಣಗೆರೆ ಜಿಲ್ಲೆ, ದಾವಣಗೆರೆ [344, 1089, 628, 1118]
right-sign-4: ಜೆ.ಎಂ.ಎಫ್.ಸಿ. ನ್ಯಾಯಾಲಯ, ಸೊರಬ [1148, 1042, 1264, 1052]
cell-name: ಜಿ.ಟಿ.ಮಂಜುನಾಥ ಬಿನ್ ನಿಜಲಿಂಗಪ್ಪ [55, 771, 381, 792]
gov-label: ಕರ್ನಾಟಕ ಸರ್ಕಾರ [297, 97, 355, 108]
loc-hobli: ಹೋಬಳಿ: ಹಿರೇಗುಂಟನೂರು [381, 435, 497, 456]
cell-area: 0–02.00 [497, 582, 562, 603]
cell-area: 0–02.00 [497, 666, 562, 687]
left-sign-1: ಅರ್ಜಿದಾರರ ಪರ ವಕೀಲರು [663, 1067, 741, 1077]
dc-paragraph: ಕರ್ನಾಟಕ ರಾಜ್ಯಪತ್ರ ಅಧಿಸೂಚನೆ ಸಂಖ್ಯೆ ಕಂ.ಇ 04 ಎಲ್.ಕ್ಯೂ.ಬಿ 2020 ದಿನಾಂಕ: 28.03.2022 ರನ್ವಯ ಪುನರ್ವಸತಿ ಮತ್ತು ಪುನರ್ ನಿರ್ಮಾಣ ಯೋಜನೆಯ ಕರಡನ್ನು ಜಿಲ್ಲಾಧಿಕಾರಿಗಳ ಕಛೇರಿಯಲ್ಲಿ ಸಾರ್ವಜನಿಕರ ಪರಿಶೀಲನೆಗೆ ಇಡಲಾಗಿದೆ. [25, 317, 627, 341]
issue-day: ಭಾನುವಾರ [112, 8, 157, 23]
registration-dot [113, 2000, 123, 2010]
left-sign-1: ಸ್ಥಳ : ದಾವಣಗೆರೆ [343, 1205, 394, 1215]
cell-n: 1 [26, 456, 55, 477]
